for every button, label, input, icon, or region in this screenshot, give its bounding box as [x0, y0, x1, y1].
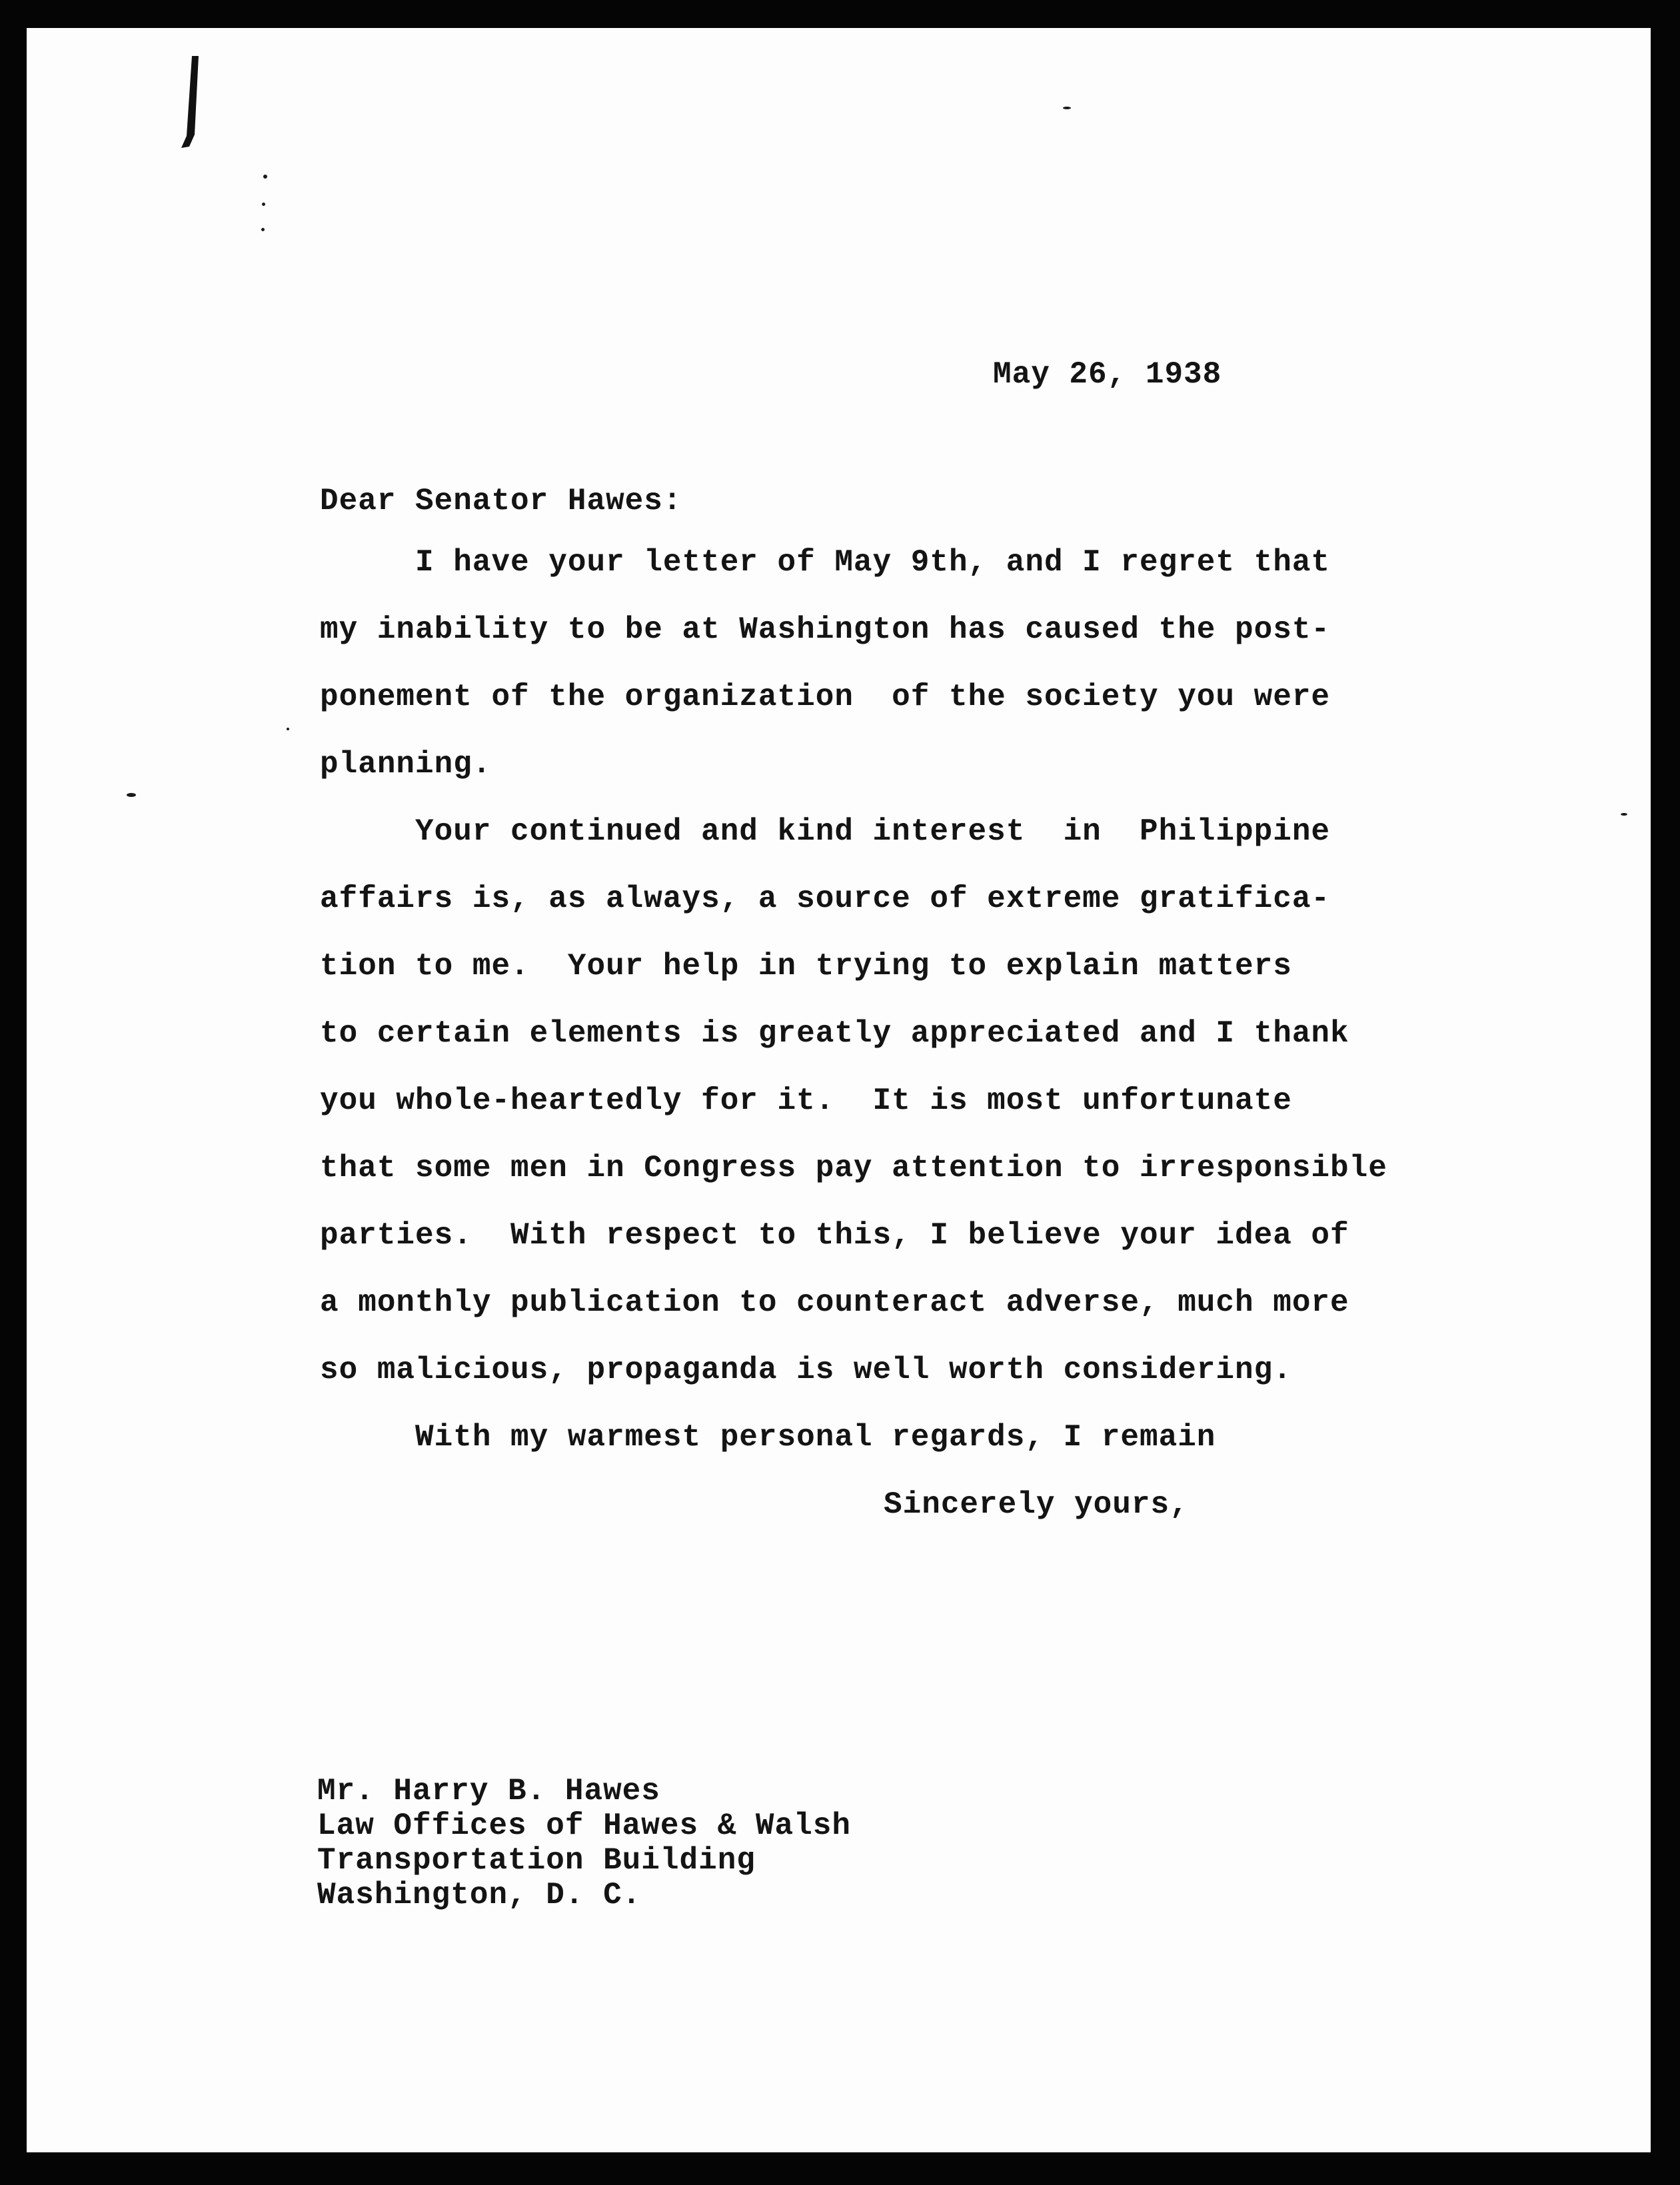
- body-line: parties. With respect to this, I believe your idea of: [320, 1218, 1349, 1253]
- body-line: ponement of the organization of the society you were: [320, 680, 1331, 714]
- letter-date: May 26, 1938: [993, 357, 1222, 392]
- speck: [127, 793, 136, 797]
- letter-page: [27, 28, 1651, 2152]
- body-line: tion to me. Your help in trying to explain matters: [320, 949, 1292, 984]
- speck: [261, 228, 265, 231]
- body-line: affairs is, as always, a source of extreme gratifica-: [320, 882, 1331, 916]
- body-line: a monthly publication to counteract adverse, much more: [320, 1285, 1349, 1320]
- address-line: Mr. Harry B. Hawes: [317, 1774, 660, 1809]
- speck: [1063, 107, 1071, 109]
- closing: Sincerely yours,: [884, 1487, 1189, 1522]
- body-line: I have your letter of May 9th, and I regret that: [320, 545, 1331, 580]
- address-line: Transportation Building: [317, 1843, 756, 1878]
- address-line: Law Offices of Hawes & Walsh: [317, 1809, 851, 1843]
- speck: [1621, 813, 1627, 816]
- speck: [287, 728, 289, 730]
- body-line: you whole-heartedly for it. It is most unfortunate: [320, 1084, 1292, 1118]
- body-line: to certain elements is greatly appreciated and I thank: [320, 1016, 1349, 1051]
- speck: [263, 175, 267, 179]
- body-line: that some men in Congress pay attention to irresponsible: [320, 1151, 1387, 1185]
- address-line: Washington, D. C.: [317, 1878, 642, 1912]
- body-line: so malicious, propaganda is well worth considering.: [320, 1353, 1292, 1387]
- salutation: Dear Senator Hawes:: [320, 484, 682, 518]
- body-line: With my warmest personal regards, I remain: [320, 1420, 1216, 1455]
- body-line: planning.: [320, 747, 492, 782]
- body-line: my inability to be at Washington has caused the post-: [320, 612, 1331, 647]
- body-line: Your continued and kind interest in Philippine: [320, 814, 1331, 849]
- speck: [262, 203, 265, 206]
